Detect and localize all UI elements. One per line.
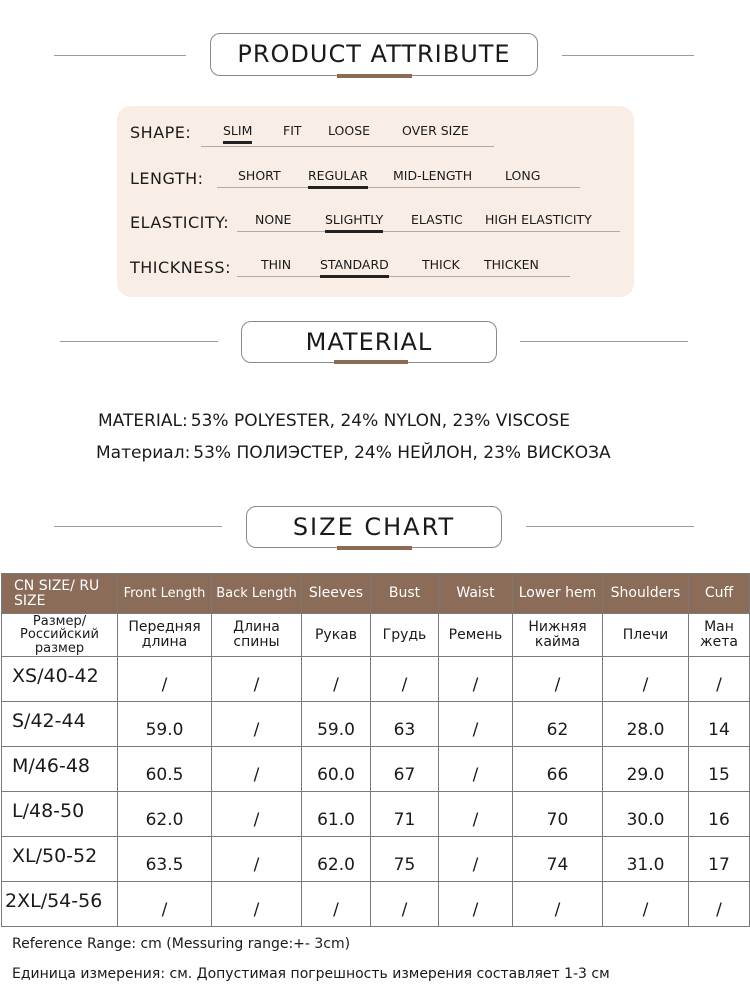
value-cell: 70 xyxy=(513,792,603,837)
value-cell: 63.5 xyxy=(118,837,212,882)
divider-left xyxy=(54,55,186,56)
material-en-value: 53% POLYESTER, 24% NYLON, 23% VISCOSE xyxy=(190,411,570,431)
table-row xyxy=(2,837,750,882)
size-cell: L/48-50 xyxy=(2,792,118,837)
header-cell: Front Length xyxy=(118,574,212,614)
header-cell: Bust xyxy=(371,574,439,614)
title-accent-bar xyxy=(337,546,412,550)
title-accent-bar xyxy=(334,360,408,364)
attr-option: THICKEN xyxy=(484,257,539,272)
header-cell: Cuff xyxy=(689,574,750,614)
table-row xyxy=(2,882,750,927)
product-attribute-title: PRODUCT ATTRIBUTE xyxy=(210,33,538,76)
attr-option: THICK xyxy=(422,257,460,272)
attr-option: MID-LENGTH xyxy=(393,168,473,183)
value-cell: / xyxy=(212,792,302,837)
header-cell: Длина спины xyxy=(212,614,302,657)
header-cell: Размер/ Российский размер xyxy=(2,614,118,657)
value-cell: 31.0 xyxy=(603,837,689,882)
attr-underline xyxy=(237,276,570,277)
value-cell: / xyxy=(513,657,603,702)
value-cell: 66 xyxy=(513,747,603,792)
size-cell: XL/50-52 xyxy=(2,837,118,882)
value-cell: / xyxy=(371,882,439,927)
attr-label: SHAPE: xyxy=(130,123,192,142)
table-row xyxy=(2,657,750,702)
table-row xyxy=(2,792,750,837)
value-cell: / xyxy=(439,792,513,837)
value-cell: 14 xyxy=(689,702,750,747)
value-cell: 59.0 xyxy=(302,702,371,747)
attr-option: HIGH ELASTICITY xyxy=(485,212,592,227)
value-cell: / xyxy=(302,882,371,927)
value-cell: / xyxy=(118,657,212,702)
value-cell: 75 xyxy=(371,837,439,882)
value-cell: 17 xyxy=(689,837,750,882)
material-en-label: MATERIAL: xyxy=(98,411,188,431)
value-cell: / xyxy=(212,657,302,702)
header-cell: Ремень xyxy=(439,614,513,657)
divider-right xyxy=(562,55,694,56)
value-cell: / xyxy=(689,657,750,702)
header-cell: CN SIZE/ RU SIZE xyxy=(2,574,118,614)
attr-option: THIN xyxy=(261,257,292,272)
value-cell: 28.0 xyxy=(603,702,689,747)
attr-row-thickness xyxy=(117,254,634,284)
size-cell: XS/40-42 xyxy=(2,657,118,702)
size-cell: M/46-48 xyxy=(2,747,118,792)
value-cell: / xyxy=(439,747,513,792)
attr-option: REGULAR xyxy=(308,168,368,183)
attr-label: LENGTH: xyxy=(130,169,204,188)
attr-option: FIT xyxy=(283,123,302,138)
value-cell: 60.5 xyxy=(118,747,212,792)
size-cell: S/42-44 xyxy=(2,702,118,747)
attr-row-shape xyxy=(117,120,634,150)
header-cell: Передняя длина xyxy=(118,614,212,657)
header-cell: Плечи xyxy=(603,614,689,657)
attr-underline xyxy=(237,231,620,232)
attr-option: SLIGHTLY xyxy=(325,212,384,227)
header-cell: Нижняя кайма xyxy=(513,614,603,657)
reference-range-en: Reference Range: cm (Messuring range:+- 3cm) xyxy=(12,936,351,952)
attr-row-length xyxy=(117,165,634,195)
value-cell: / xyxy=(603,657,689,702)
attr-label: ELASTICITY: xyxy=(130,213,230,232)
attr-underline xyxy=(217,187,580,188)
header-cell: Lower hem xyxy=(513,574,603,614)
value-cell: 62.0 xyxy=(302,837,371,882)
size-chart-table xyxy=(1,573,750,927)
divider-left xyxy=(54,526,222,527)
value-cell: / xyxy=(212,747,302,792)
value-cell: 62 xyxy=(513,702,603,747)
attr-label: THICKNESS: xyxy=(130,258,231,277)
value-cell: / xyxy=(212,882,302,927)
value-cell: 60.0 xyxy=(302,747,371,792)
header-cell: Рукав xyxy=(302,614,371,657)
attr-option: ELASTIC xyxy=(411,212,463,227)
attr-option: LONG xyxy=(505,168,541,183)
value-cell: 62.0 xyxy=(118,792,212,837)
header-cell: Грудь xyxy=(371,614,439,657)
value-cell: 15 xyxy=(689,747,750,792)
table-row xyxy=(2,747,750,792)
header-row-ru xyxy=(2,614,750,657)
attr-option: OVER SIZE xyxy=(402,123,469,138)
value-cell: / xyxy=(439,702,513,747)
header-cell: Back Length xyxy=(212,574,302,614)
attr-underline xyxy=(201,146,494,147)
header-cell: Waist xyxy=(439,574,513,614)
reference-range-ru: Единица измерения: см. Допустимая погрешность измерения составляет 1-3 см xyxy=(12,966,610,982)
attr-option: STANDARD xyxy=(320,257,389,272)
value-cell: 67 xyxy=(371,747,439,792)
attr-option: LOOSE xyxy=(328,123,371,138)
attribute-panel xyxy=(117,106,634,297)
value-cell: 71 xyxy=(371,792,439,837)
value-cell: / xyxy=(513,882,603,927)
header-cell: Shoulders xyxy=(603,574,689,614)
header-cell: Ман жета xyxy=(689,614,750,657)
material-ru-value: 53% ПОЛИЭСТЕР, 24% НЕЙЛОН, 23% ВИСКОЗА xyxy=(193,443,611,463)
size-cell: 2XL/54-56 xyxy=(2,882,118,927)
value-cell: / xyxy=(439,837,513,882)
material-en xyxy=(98,411,570,431)
attr-option: NONE xyxy=(255,212,292,227)
value-cell: 29.0 xyxy=(603,747,689,792)
value-cell: / xyxy=(689,882,750,927)
header-row-en xyxy=(2,574,750,614)
value-cell: / xyxy=(439,657,513,702)
value-cell: / xyxy=(212,702,302,747)
header-cell: Sleeves xyxy=(302,574,371,614)
attr-option: SHORT xyxy=(238,168,281,183)
value-cell: / xyxy=(212,837,302,882)
value-cell: 63 xyxy=(371,702,439,747)
table-row xyxy=(2,702,750,747)
divider-left xyxy=(60,341,218,342)
attr-row-elasticity xyxy=(117,209,634,239)
value-cell: / xyxy=(439,882,513,927)
attr-option: SLIM xyxy=(223,123,253,138)
material-title: MATERIAL xyxy=(241,321,497,363)
value-cell: / xyxy=(118,882,212,927)
material-ru xyxy=(96,443,611,463)
size-chart-title: SIZE CHART xyxy=(246,506,502,548)
value-cell: 74 xyxy=(513,837,603,882)
divider-right xyxy=(526,526,694,527)
value-cell: 61.0 xyxy=(302,792,371,837)
divider-right xyxy=(520,341,688,342)
title-accent-bar xyxy=(337,74,412,78)
value-cell: 16 xyxy=(689,792,750,837)
value-cell: 59.0 xyxy=(118,702,212,747)
value-cell: 30.0 xyxy=(603,792,689,837)
material-ru-label: Материал: xyxy=(96,443,191,463)
value-cell: / xyxy=(603,882,689,927)
value-cell: / xyxy=(371,657,439,702)
value-cell: / xyxy=(302,657,371,702)
